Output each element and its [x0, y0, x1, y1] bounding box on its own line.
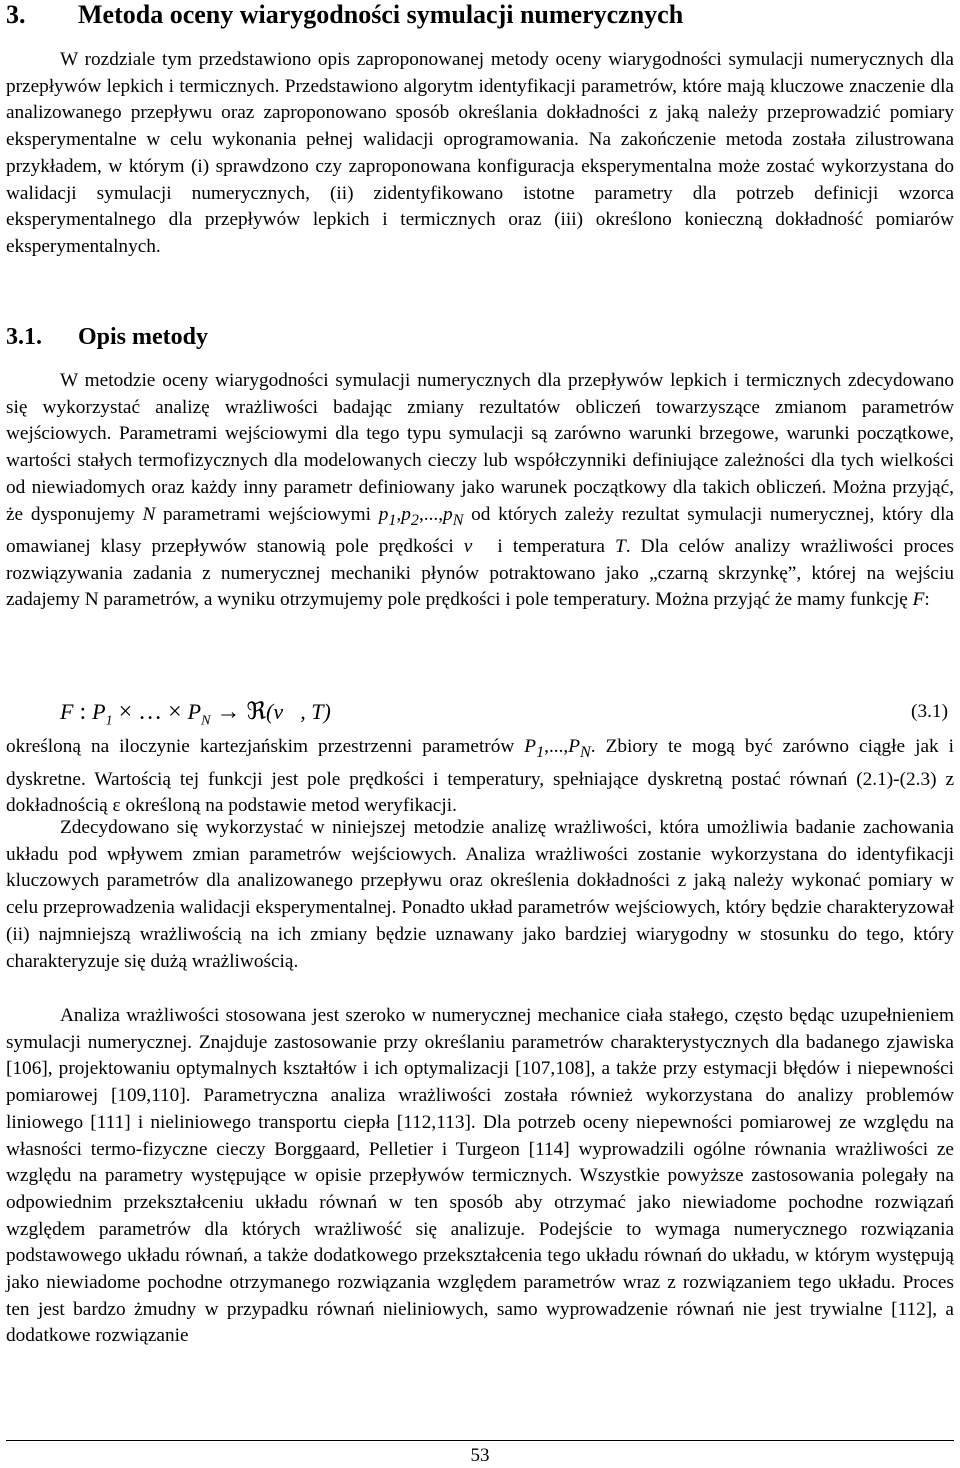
symbol-velocity: v⃗ — [463, 536, 488, 558]
cont-p1: P — [524, 736, 537, 757]
section-heading — [6, 322, 208, 352]
subscript-n: N — [452, 511, 464, 529]
symbol-p2: p — [401, 503, 411, 525]
eq-pn: P — [187, 699, 202, 724]
equation-number: (3.1) — [911, 701, 948, 722]
subscript-1: 1 — [388, 511, 397, 529]
eq-colon: : — [73, 699, 93, 725]
method-text-2: parametrami wejściowymi — [155, 503, 379, 525]
eq-times-dots: × … × — [112, 699, 188, 725]
method-text-6: : — [924, 589, 930, 611]
eq-function: F — [60, 699, 74, 724]
cont-sub-n: N — [580, 743, 591, 761]
eq-sub-1: 1 — [105, 713, 113, 729]
chapter-heading — [6, 0, 683, 30]
eq-args: (v⃗, T) — [266, 699, 331, 724]
subscript-2: 2 — [410, 511, 419, 529]
chapter-number: 3. — [6, 0, 26, 29]
symbol-n: N — [142, 503, 156, 525]
intro-paragraph: W rozdziale tym przedstawiono opis zaproponowanej metody oceny wiarygodności symulacji numerycznych dla przepływów lepkich i termicznych. Przedstawiono algorytm identyfikacji parametrów, które mają kluczowe znaczenie dla analizowanego przepływu oraz zaproponowano sposób określania dokładności z jaką należy przeprowadzić pomiary eksperymentalne w celu wykonania pełnej walidacji oprogramowania. Na zakończenie metoda została zilustrowana przykładem, w którym (i) sprawdzono czy zaproponowana konfiguracja eksperymentalna może zostać wykorzystana do walidacji symulacji numerycznych, (ii) zidentyfikowano istotne parametry dla potrzeb definicji wzorca eksperymentalnego dla przepływów lepkich i termicznych oraz (iii) określono konieczną dokładność pomiarów eksperymentalnych. — [6, 49, 954, 257]
cont-text-1: określoną na iloczynie kartezjańskim przestrzenni parametrów — [6, 736, 525, 757]
separator-comma: , — [396, 503, 402, 525]
cont-sub-1: 1 — [536, 743, 545, 761]
method-text-1: W metodzie oceny wiarygodności symulacji numerycznych dla przepływów lepkich i termicznych zdecydowano się wykorzystać analizę wrażliwości badając zmiany rezultatów obliczeń towarzyszące zmianom parametrów wejściowych. Parametrami wejściowymi dla tego typu symulacji są zarówno warunki brzegowe, warunki początkowe, wartości stałych termofizycznych dla modelowanych cieczy lub współczynniki definiujące zależności dla tych wielkości od niewiadomych oraz każdy inny parametr definiowany jako warunek początkowy dla takich obliczeń. Można przyjąć, że dysponujemy — [6, 370, 954, 525]
method-continuation-paragraph — [6, 734, 954, 820]
footer-divider — [6, 1440, 954, 1441]
symbol-function: F — [912, 589, 925, 611]
page-number: 53 — [470, 1445, 490, 1466]
equation-3-1 — [6, 696, 954, 728]
eq-p1: P — [92, 699, 106, 724]
sensitivity-paragraph: Zdecydowano się wykorzystać w niniejszej metodzie analizę wrażliwości, która umożliwia badanie zachowania układu pod wpływem zmian parametrów wejściowych. Analiza wrażliwości zostanie wykorzystana do identyfikacji kluczowych parametrów dla analizowanego przepływu oraz określenia dokładności z jaką należy wykonać pomiary w celu przeprowadzenia walidacji eksperymentalnej. Ponadto układ parametrów wejściowych, który będzie charakteryzował (ii) najmniejszą wrażliwością na ich zmiany będzie uznawany jako bardziej wiarygodny w stosunku do tego, który charakteryzuje się dużą wrażliwością. — [6, 817, 954, 972]
literature-paragraph: Analiza wrażliwości stosowana jest szeroko w numerycznej mechanice ciała stałego, często będąc uzupełnieniem symulacji numerycznej. Znajduje zastosowanie przy określaniu parametrów charakterystycznych dla badanego zjawiska [106], projektowaniu optymalnych kształtów i ich optymalizacji [107,108], a także przy estymacji błędów i niepewności pomiarowej [109,110]. Parametryczna analiza wrażliwości została również wykorzystana do analizy problemów liniowego [111] i nieliniowego transportu ciepła [112,113]. Dla potrzeb oceny niepewności pomiarowej ze względu na własności termo-fizyczne cieczy Borggaard, Pelletier i Turgeon [114] wyprowadzili ogólne równania wrażliwości ze względu na parametry występujące w opisie przepływów termicznych. Wszystkie powyższe zastosowania polegały na odpowiednim przekształceniu układu równań w ten sposób aby otrzymać jako niewiadome pochodne rozwiązań względem parametrów dla których wrażliwość się analizuje. Podejście to wymaga numerycznego rozwiązania podstawowego układu równań, a także dodatkowego przekształcenia tego układu równań do układu, w którym występują jako niewiadome pochodne otrzymanego rozwiązania względem parametrów wraz z rozwiązaniem tego układu. Proces ten jest bardzo żmudny w przypadku równań nieliniowych, samo wyprowadzenie równań nie jest trywialne [112], a dodatkowe rozwiązanie — [6, 1005, 954, 1347]
eq-sub-n: N — [201, 713, 211, 729]
method-paragraph — [6, 368, 954, 614]
symbol-p1: p — [378, 503, 389, 525]
method-text-4: i temperatura — [487, 536, 616, 558]
eq-real-part: ℜ — [246, 699, 266, 725]
symbol-pn: p — [443, 503, 453, 525]
cont-text-2: . Zbiory te mogą być zarówno ciągłe jak i dyskretne. Wartością tej funkcji jest pole prędkości i temperatury, spełniające dyskretną postać równań (2.1)-(2.3) z dokładnością ε określoną na podstawie metod weryfikacji. — [6, 736, 954, 817]
eq-arrow: → — [210, 699, 247, 725]
equation-body — [60, 696, 331, 737]
section-title: Opis metody — [78, 324, 209, 350]
symbol-temperature: T — [615, 536, 626, 558]
cont-dots: ,..., — [544, 736, 569, 757]
section-number: 3.1. — [6, 324, 42, 350]
chapter-title: Metoda oceny wiarygodności symulacji numerycznych — [78, 0, 684, 29]
cont-pn: P — [568, 736, 581, 757]
method-text-5: . Dla celów analizy wrażliwości proces rozwiązywania zadania z numerycznej mechaniki płynów potraktowano jako „czarną skrzynkę”, której na wejściu zadajemy N parametrów, a wyniku otrzymujemy pole prędkości i pole temperatury. Można przyjąć że mamy funkcję — [6, 536, 954, 611]
method-text-3: od których zależy rezultat symulacji numerycznej, który dla omawianej klasy przepływów stanowią pole prędkości — [6, 503, 954, 558]
ellipsis: ,..., — [418, 503, 444, 525]
